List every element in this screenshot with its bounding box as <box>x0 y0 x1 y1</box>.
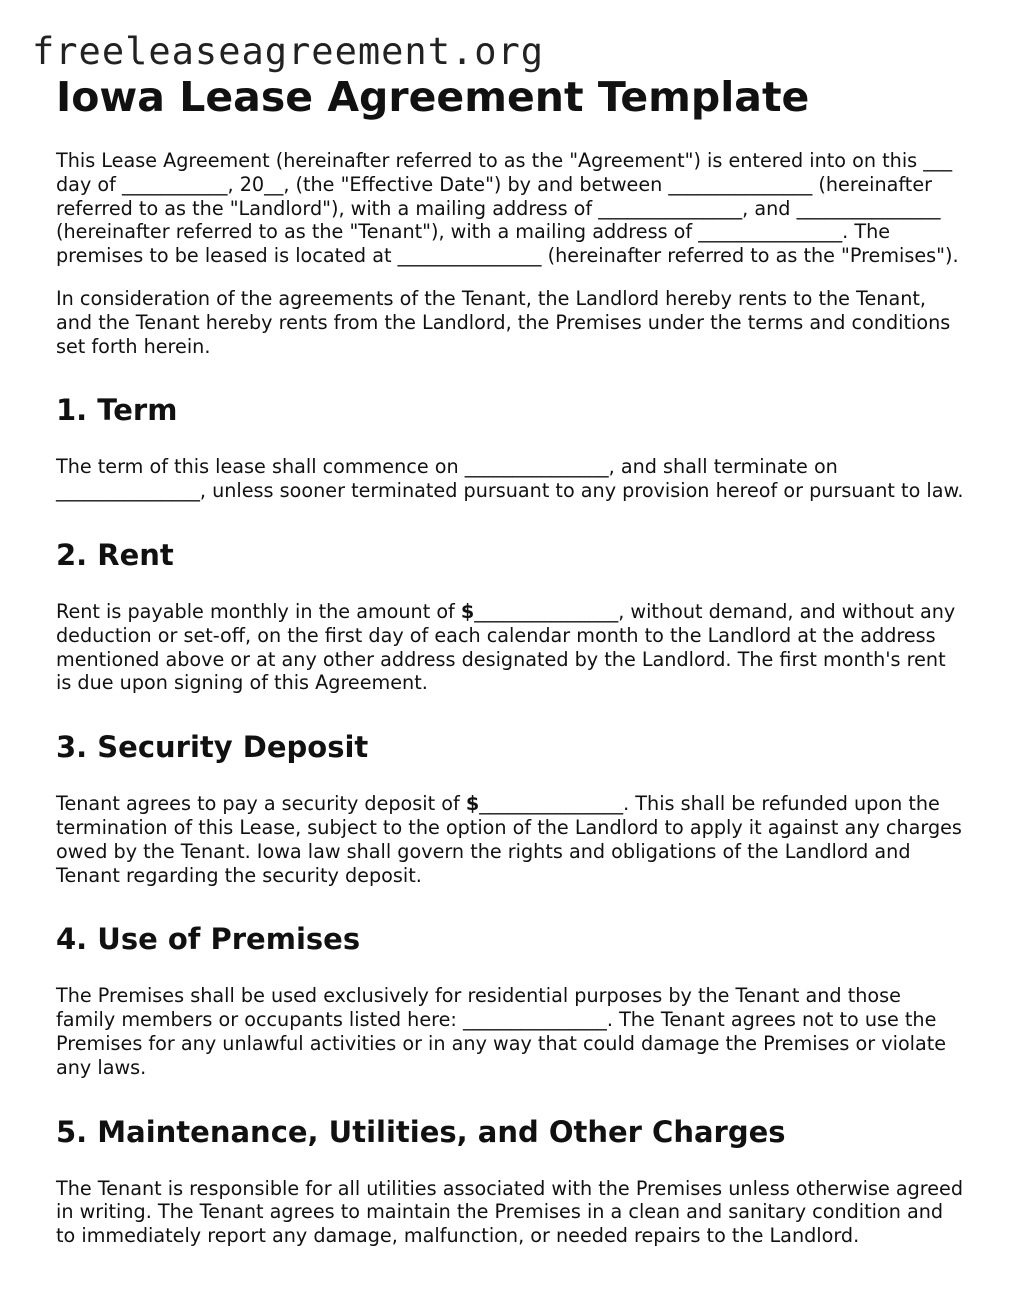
section-body: The Tenant is responsible for all utilities associated with the Premises unless otherwise agreed in writing. The Tenant agrees to maintain the Premises in a clean and sanitary condition and to immediately report any damage, malfunction, or needed repairs to the Landlord. <box>56 1176 964 1248</box>
section-maintenance <box>56 1113 966 1248</box>
intro-paragraph: This Lease Agreement (hereinafter referred to as the "Agreement") is entered into on this ___ day of ___________, 20__, (the "Effective Date") by and between _______________ (hereinafter referred to as the "Landlord"), with a mailing address of _______________, and _______________ (hereinafter referred to as the "Tenant"), with a mailing address of _______________. The premises to be leased is located at _______________ (hereinafter referred to as the "Premises"). <box>56 149 959 268</box>
body-text-before: Rent is payable monthly in the amount of <box>56 599 461 623</box>
section-heading: 1. Term <box>56 393 178 428</box>
lease-document <box>56 70 966 1248</box>
dollar-sign: $ <box>460 599 475 623</box>
section-rent <box>56 536 966 695</box>
site-watermark: freeleaseagreement.org <box>32 30 545 73</box>
section-body <box>56 792 966 887</box>
body-text-after: _______________. This shall be refunded upon the termination of this Lease, subject to the option of the Landlord to apply it against any charges owed by the Tenant. Iowa law shall govern the rights and obligations of the Landlord and Tenant regarding the security deposit. <box>56 792 962 887</box>
section-heading: 2. Rent <box>56 537 174 572</box>
body-text-before: Tenant agrees to pay a security deposit of <box>56 792 466 816</box>
section-body: The term of this lease shall commence on _______________, and shall terminate on _______________, unless sooner terminated pursuant to any provision hereof or pursuant to law. <box>56 455 964 503</box>
section-use-of-premises <box>56 920 966 1079</box>
section-heading: 4. Use of Premises <box>56 922 361 957</box>
document-title: Iowa Lease Agreement Template <box>56 73 810 121</box>
section-body: The Premises shall be used exclusively for residential purposes by the Tenant and those family members or occupants listed here: _______________. The Tenant agrees not to use the Premises for any unlawful activities or in any way that could damage the Premises or violate any laws. <box>56 984 947 1079</box>
section-term <box>56 391 966 503</box>
body-text-after: _______________, without demand, and without any deduction or set-off, on the first day of each calendar month to the Landlord at the address mentioned above or at any other address designated by the Landlord. The first month's rent is due upon signing of this Agreement. <box>56 599 956 695</box>
consideration-paragraph: In consideration of the agreements of the Tenant, the Landlord hereby rents to the Tenant, and the Tenant hereby rents from the Landlord, the Premises under the terms and conditions set forth herein. <box>56 286 951 358</box>
dollar-sign: $ <box>465 792 480 816</box>
section-security-deposit <box>56 728 966 887</box>
section-body <box>56 600 966 695</box>
section-heading: 5. Maintenance, Utilities, and Other Charges <box>56 1114 786 1149</box>
section-heading: 3. Security Deposit <box>56 730 369 765</box>
